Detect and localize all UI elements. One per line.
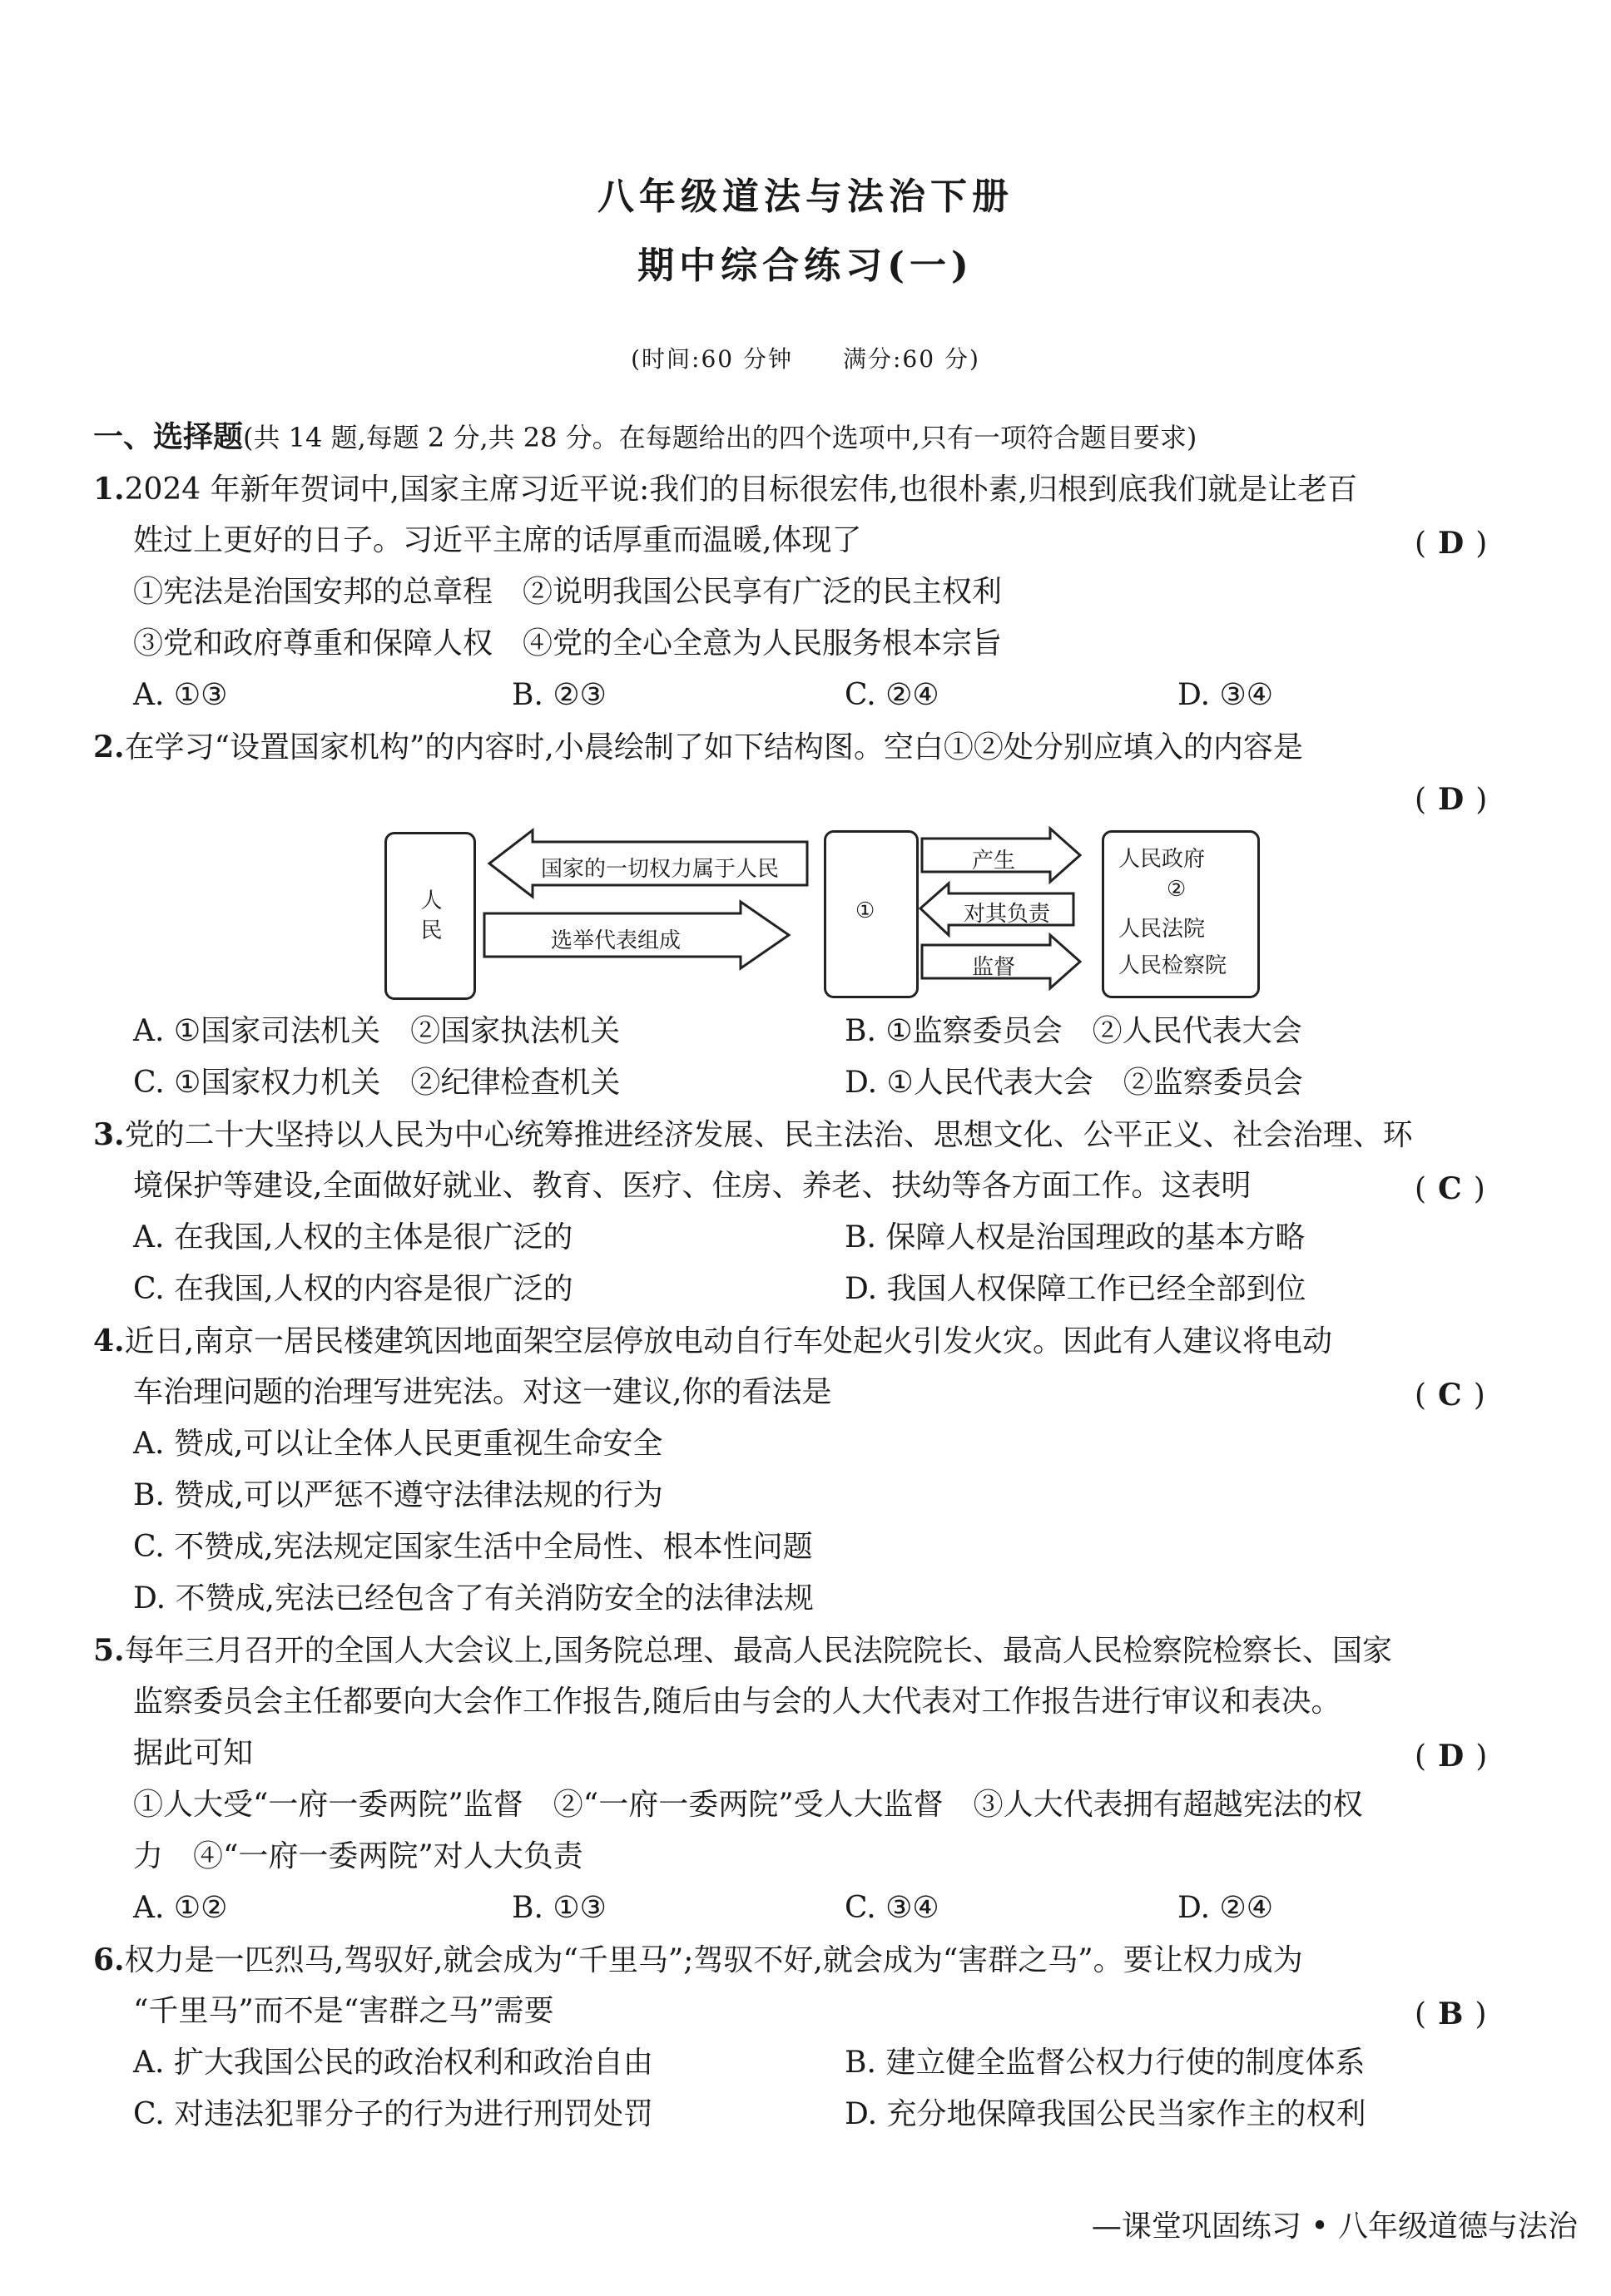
label-power-belongs: 国家的一切权力属于人民 (541, 857, 780, 882)
page-footer: —课堂巩固练习 • 八年级道德与法治 (1091, 2209, 1578, 2244)
q6-line2: “千里马”而不是“害群之马”需要 (133, 1994, 554, 2028)
q1-number: 1. (93, 472, 125, 507)
q5-statement1: ①人大受“一府一委两院”监督 ②“一府一委两院”受人大监督 ③人大代表拥有超越宪法的权 (133, 1788, 1363, 1822)
page-title-line1: 八年级道法与法治下册 (597, 176, 1014, 218)
q6-answer-letter: B (1438, 1997, 1464, 2031)
q1-option-d: D. ③④ (1177, 678, 1274, 712)
q4-option-d: D. 不赞成,宪法已经包含了有关消防安全的法律法规 (133, 1581, 814, 1616)
q5-statement2: 力 ④“一府一委两院”对人大负责 (133, 1839, 583, 1873)
q3-answer-letter: C (1438, 1171, 1462, 1206)
label-produce: 产生 (972, 849, 1016, 873)
label-court: 人民法院 (1118, 917, 1206, 942)
label-responsible: 对其负责 (964, 902, 1051, 927)
q2-text1: 在学习“设置国家机构”的内容时,小晨绘制了如下结构图。空白①②处分别应填入的内容是 (124, 730, 1303, 765)
q2-option-a: A. ①国家司法机关 ②国家执法机关 (133, 1014, 621, 1048)
exam-meta: (时间:60 分钟 满分:60 分) (631, 345, 980, 373)
q3-line2: 境保护等建设,全面做好就业、教育、医疗、住房、养老、扶幼等各方面工作。这表明 (133, 1169, 1252, 1203)
label-blank-1: ① (855, 898, 875, 923)
q6-text1: 权力是一匹烈马,驾驭好,就会成为“千里马”;驾驭不好,就会成为“害群之马”。要让权力成为 (124, 1943, 1303, 1977)
q1-option-c: C. ②④ (845, 678, 939, 712)
q5-number: 5. (93, 1633, 125, 1668)
q1-line2: 姓过上更好的日子。习近平主席的话厚重而温暖,体现了 (133, 523, 862, 557)
q3-option-a: A. 在我国,人权的主体是很广泛的 (133, 1220, 573, 1254)
q6-line1 (93, 1942, 1303, 1977)
q6-option-d: D. 充分地保障我国公民当家作主的权利 (845, 2097, 1366, 2131)
label-people: 人民 (417, 888, 442, 948)
q6-number: 6. (93, 1942, 125, 1977)
page-title-line2: 期中综合练习(一) (637, 245, 974, 287)
q1-answer-letter: D (1438, 526, 1465, 561)
q2-number: 2. (93, 730, 125, 765)
q6-option-a: A. 扩大我国公民的政治权利和政治自由 (133, 2046, 653, 2080)
label-supervise: 监督 (972, 955, 1016, 980)
q5-option-c: C. ③④ (845, 1891, 939, 1925)
q1-answer: ( D ) (1415, 526, 1488, 561)
q5-line2: 监察委员会主任都要向大会作工作报告,随后由与会的人大代表对工作报告进行审议和表决。 (133, 1685, 1341, 1719)
q4-answer-letter: C (1438, 1378, 1462, 1413)
diagram-arrows (0, 0, 1611, 1015)
q5-answer: ( D ) (1415, 1739, 1488, 1774)
q2-option-b: B. ①监察委员会 ②人民代表大会 (845, 1014, 1302, 1048)
q4-number: 4. (93, 1324, 125, 1358)
q2-option-c: C. ①国家权力机关 ②纪律检查机关 (133, 1066, 621, 1100)
q3-option-b: B. 保障人权是治国理政的基本方略 (845, 1220, 1306, 1254)
q5-option-d: D. ②④ (1177, 1891, 1274, 1925)
label-blank-2: ② (1167, 877, 1187, 902)
label-gov: 人民政府 (1118, 847, 1206, 872)
q1-statement2: ③党和政府尊重和保障人权 ④党的全心全意为人民服务根本宗旨 (133, 626, 1003, 661)
q3-option-c: C. 在我国,人权的内容是很广泛的 (133, 1272, 573, 1306)
q5-answer-letter: D (1438, 1739, 1465, 1774)
q2-answer: ( D ) (1415, 782, 1488, 817)
q4-option-b: B. 赞成,可以严惩不遵守法律法规的行为 (133, 1478, 663, 1512)
q6-option-b: B. 建立健全监督公权力行使的制度体系 (845, 2046, 1366, 2080)
q4-option-a: A. 赞成,可以让全体人民更重视生命安全 (133, 1427, 663, 1461)
q5-line3: 据此可知 (133, 1736, 254, 1770)
q1-statement1: ①宪法是治国安邦的总章程 ②说明我国公民享有广泛的民主权利 (133, 575, 1003, 609)
section-heading-label: 一、选择题 (93, 419, 244, 454)
q3-option-d: D. 我国人权保障工作已经全部到位 (845, 1272, 1306, 1306)
q4-answer: ( C ) (1415, 1378, 1485, 1413)
q5-line1 (93, 1635, 1392, 1666)
q1-option-a: A. ①③ (133, 678, 228, 712)
q4-option-c: C. 不赞成,宪法规定国家生活中全局性、根本性问题 (133, 1530, 813, 1564)
label-elect: 选举代表组成 (551, 928, 682, 953)
label-procuratorate: 人民检察院 (1118, 953, 1227, 978)
q5-option-b: B. ①③ (512, 1891, 607, 1925)
q2-option-d: D. ①人民代表大会 ②监察委员会 (845, 1066, 1303, 1100)
q3-answer: ( C ) (1415, 1171, 1485, 1206)
q4-text1: 近日,南京一居民楼建筑因地面架空层停放电动自行车处起火引发火灾。因此有人建议将电动 (124, 1324, 1333, 1358)
q1-option-b: B. ②③ (512, 678, 607, 712)
q3-number: 3. (93, 1117, 125, 1152)
q4-line2: 车治理问题的治理写进宪法。对这一建议,你的看法是 (133, 1375, 832, 1409)
q3-line1 (93, 1117, 1413, 1152)
q1-text1: 2024 年新年贺词中,国家主席习近平说:我们的目标很宏伟,也很朴素,归根到底我们就是让老百 (124, 473, 1358, 507)
q2-answer-letter: D (1438, 782, 1465, 817)
q6-option-c: C. 对违法犯罪分子的行为进行刑罚处罚 (133, 2097, 654, 2131)
q3-text1: 党的二十大坚持以人民为中心统筹推进经济发展、民主法治、思想文化、公平正义、社会治理、环 (124, 1118, 1413, 1152)
q5-option-a: A. ①② (133, 1891, 228, 1925)
section-heading-desc: (共 14 题,每题 2 分,共 28 分。在每题给出的四个选项中,只有一项符合题目要求) (243, 422, 1197, 453)
q4-line1 (93, 1326, 1332, 1357)
q5-text1: 每年三月召开的全国人大会议上,国务院总理、最高人民法院院长、最高人民检察院检察长、国家 (124, 1634, 1393, 1668)
q6-answer: ( B ) (1415, 1997, 1487, 2031)
